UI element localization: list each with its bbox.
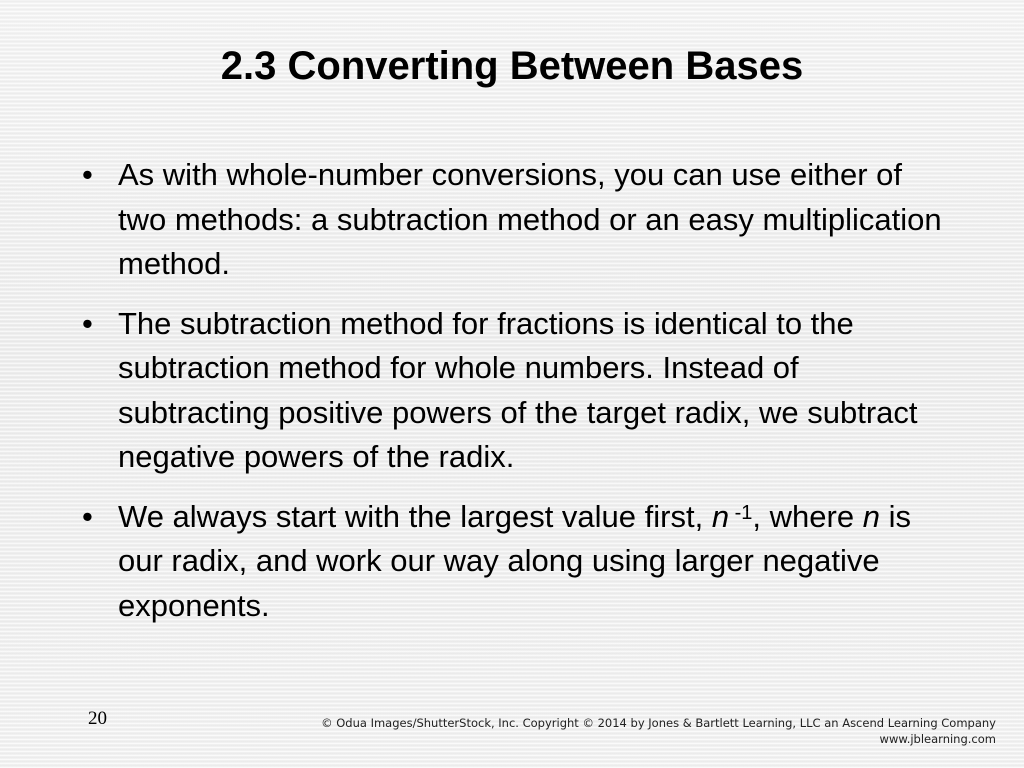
copyright-notice bbox=[321, 715, 996, 747]
bullet-text: As with whole-number conversions, you can use either of two methods: a subtraction method or an easy multiplication method. bbox=[118, 157, 942, 281]
variable-n: n bbox=[711, 498, 730, 534]
bullet-text-rich bbox=[118, 495, 958, 629]
copyright-line: © Odua Images/ShutterStock, Inc. Copyright © 2014 by Jones & Bartlett Learning, LLC an Ascend Learning Company bbox=[321, 716, 996, 730]
bullet-text-part: is our radix, and work our way along using larger negative exponents. bbox=[118, 498, 911, 623]
slide-title: 2.3 Converting Between Bases bbox=[220, 44, 804, 88]
bullet-item-2 bbox=[78, 302, 958, 480]
bullet-text-part: We always start with the largest value first, bbox=[118, 498, 712, 534]
bullet-text-part: , where bbox=[752, 498, 863, 534]
bullet-text: The subtraction method for fractions is identical to the subtraction method for whole numbers. Instead of subtracting positive powers of the target radix, we subtract negative powers of the radix. bbox=[118, 305, 918, 474]
bullet-item-3 bbox=[78, 495, 958, 629]
exponent: -1 bbox=[729, 501, 753, 524]
variable-n: n bbox=[862, 498, 880, 534]
bullet-item-1 bbox=[78, 153, 958, 287]
bullet-list bbox=[78, 153, 958, 643]
bullet-marker: • bbox=[82, 157, 93, 192]
bullet-marker: • bbox=[82, 305, 93, 341]
page-number: 20 bbox=[88, 708, 107, 729]
bullet-marker: • bbox=[82, 498, 93, 534]
website-url: www.jblearning.com bbox=[879, 732, 996, 746]
